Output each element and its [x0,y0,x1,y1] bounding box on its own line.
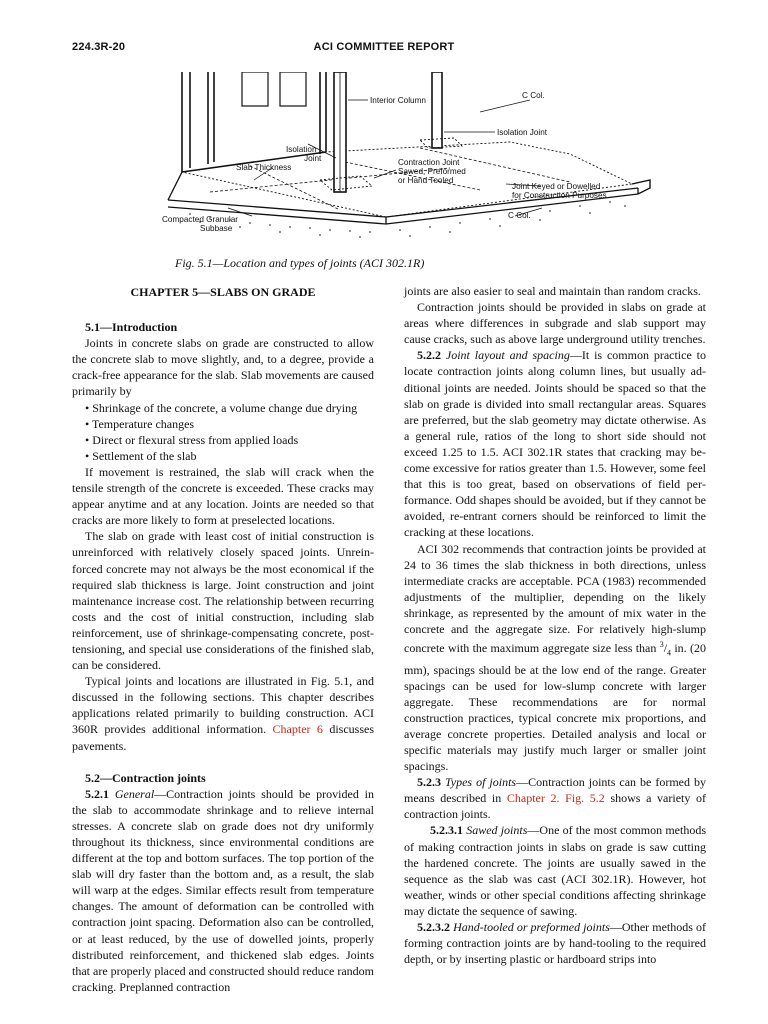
section-5-1-heading: 5.1—Introduction [85,320,178,335]
text-run: in. (20 mm), spacings should be at the low end of the range. Greater spacings can be used for low-slump concrete with larger aggregate. These recommendations are for normal construction practices, typical concrete mix proportions, and average concrete properties. Detailed analysis and local or specific materials may justify much larger or smaller joint spacings. [404,641,706,774]
label-interior-column: Interior Column [370,96,426,105]
chapter-title: CHAPTER 5—SLABS ON GRADE [130,285,316,299]
section-title: Hand-tooled or preformed joints [453,920,610,935]
label-isolation-joint-right: Isolation Joint [497,128,548,137]
label-keyed-joint-2: for Construction Purposes [512,191,607,200]
edge-beam [632,180,650,194]
section-number: 5.2.3 [417,775,445,790]
chapter-6-link[interactable]: Chapter 6 [272,722,323,737]
section-title: Types of joints [445,775,517,790]
front-column [320,72,372,192]
text-run: discusses pavements. [72,722,374,753]
paragraph [404,822,706,919]
paragraph [72,673,374,753]
paragraph [404,541,706,775]
fraction-denominator: 4 [667,648,672,658]
text-run: —One of the most common methods of making contraction joints in slabs on grade is saw cutting the hardened concrete. The joints are usually sawed in the sequence as the slab was cast (ACI 302.1R). However, hot weather, winds or other special conditions affecting shrinkage may dictate the sequence of sawing. [404,823,706,918]
slab-joints [210,148,570,210]
section-title: Joint layout and spacing [445,348,570,363]
fraction-numerator: 3 [659,640,664,650]
list-item: • Direct or flexural stress from applied loads [85,432,299,447]
label-isolation-joint-left-2: Joint [304,154,322,163]
section-number: 5.2.3.1 [430,823,467,838]
section-number: 5.2.2 [417,348,446,363]
label-col-top: C Col. [522,91,545,100]
text-run: —Other methods of forming contraction joints are by hand-tooling to the required depth, or by inserting plastic or hardboard strips into [404,920,706,967]
figure-caption: Fig. 5.1—Location and types of joints (ACI 302.1R) [175,256,425,270]
cause-list [72,400,374,464]
section-title: General [114,786,155,801]
text-run: ACI 302 recommends that contraction joints be provided at 24 to 36 times the slab thickness in both directions, unless intermediate cracks are acceptable. PCA (1983) recommended adjustments of the multiplier, depending on the likely shrinkage, as represented by the amount of mix water in the concrete and the aggregate size. For relatively high-slump concrete with the maximum aggregate size less than [404,541,706,656]
back-column [420,72,462,148]
text-run: Typical joints and locations are illustrated in Fig. 5.1, and discussed in the following sections. This chapter describes applications related primarily to building construction. ACI 360R provides additional information. [72,674,374,737]
paragraph [404,347,706,540]
section-5-2-heading: 5.2—Contraction joints [85,770,206,785]
section-number: 5.2.3.2 [417,920,454,935]
joint-diagram-figure [150,72,660,254]
fraction-slash: / [663,641,668,656]
list-item: • Shrinkage of the concrete, a volume change due drying [85,400,358,415]
text-run: shows a variety of contraction joints. [404,791,707,822]
right-column [404,283,706,967]
paragraph: Contraction joints should be provided in slabs on grade at areas where differences in subgrade and slab support may cause cracks, such as above large underground utility trenches. [404,300,706,347]
label-contraction-joint-3: or Hand Tooled [398,176,454,185]
label-col-bottom: C Col. [508,211,531,220]
paragraph [404,774,706,822]
paragraph: If movement is restrained, the slab will crack when the tensile strength of the concrete is exceeded. These cracks may appear anytime and at any location. Joints are needed so that cracks are more likely to form at preselected locations. [72,464,374,528]
label-subbase-2: Subbase [200,224,233,233]
paragraph: The slab on grade with least cost of initial construction is unreinforced with relatively closely spaced joints. Unreinforced concrete may not always be the most economical if the required slab thickness is large. Joint construction and joint maintenance increase cost. The relationship between recurring costs and the cost of initial construction, including slab reinforcement, use of shrinkage-compensating concrete, post-tensioning, and special use considerations of the finished slab, can be considered. [72,529,374,673]
left-column [72,283,374,995]
leader-lines [228,100,542,216]
paragraph [72,786,374,995]
text-run: —Contraction joints can be formed by means described in [404,775,706,806]
section-title: Sawed joints [466,823,528,838]
text-run: —It is common practice to locate contraction joints along column lines, but usually additional joints are needed. Joints should be spaced so that the slab on grade is divided into small rectangular areas. Squares are preferred, but the slab geometry may dictate otherwise. As a general rule, ratios of the long to short side should not exceed 1.25 to 1.5. ACI 302.1R states that cracking may become excessive for ratios greater than 1.5. However, some feel that this is too great, based on observations of field performance. Odd shapes should be avoided, but if they cannot be avoided, re-entrant corners should be reinforced to limit the cracking at these locations. [404,348,707,540]
label-contraction-joint-1: Contraction Joint [398,158,460,167]
list-item: • Temperature changes [85,416,195,431]
label-isolation-joint-left-1: Isolation [286,145,317,154]
paragraph [404,919,706,967]
page-number: 224.3R-20 [72,41,126,53]
section-number: 5.2.1 [85,786,115,801]
text-run: —Contraction joints should be provided in the slab to accommodate shrinkage and to relieve internal stresses. A concrete slab on grade does not dry uniformly throughout its thickness, since environmental conditions are different at the top and bottom surfaces. The top portion of the slab will dry faster than the bottom and, as a result, the slab will warp at the edges. Similar effects result from temperature changes. The amount of deformation can be controlled with contraction joint spacing. Deformation also can be controlled, or at least reduced, by the use of dowelled joints, properly distributed reinforcement, and thickened slab edges. Joints that are properly placed and constructed should reduce random cracking. Preplanned contraction [72,786,374,994]
running-header-title: ACI COMMITTEE REPORT [313,41,455,53]
label-subbase-1: Compacted Granular [162,215,238,224]
paragraph: Joints in concrete slabs on grade are constructed to allow the concrete slab to move slightly, and, to a degree, provide a crack-free appearance for the slab. Slab movements are caused primarily by [72,336,374,399]
label-keyed-joint-1: Joint Keyed or Dowelled [512,182,601,191]
label-contraction-joint-2: Sawed, Preformed [398,167,466,176]
list-item: • Settlement of the slab [85,448,197,463]
label-slab-thickness: Slab Thickness [236,163,292,172]
chapter-2-fig-link[interactable]: Chapter 2. Fig. 5.2 [506,791,605,806]
paragraph: joints are also easier to seal and maintain than random cracks. [404,284,701,298]
